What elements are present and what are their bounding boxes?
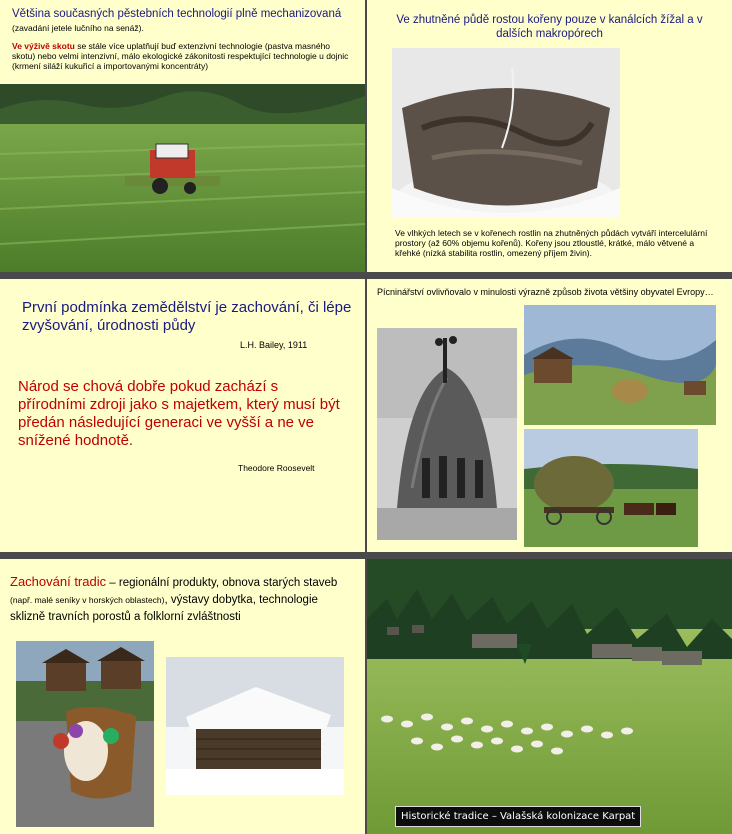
snowy-hut-photo [166, 657, 344, 795]
mechanization-subheading: (zavadání jetele lučního na senáž). [12, 23, 144, 33]
hay-cart-oxen-photo [524, 429, 698, 547]
traditions-text-part2: , výstavy dobytka, technologie sklizně travních porostů a folklorní zvláštnosti [10, 593, 318, 623]
bailey-quote: První podmínka zemědělství je zachování, či lépe zvyšování, úrodnosti půdy [22, 299, 352, 334]
panel-forage-history [367, 279, 732, 552]
traditions-title: Zachování tradic [10, 574, 107, 589]
panel-quotes [0, 279, 365, 552]
tractor-field-photo [0, 84, 365, 272]
forage-history-text: Pícninářství ovlivňovalo v minulosti výrazně způsob života většiny obyvatel Evropy… [377, 287, 714, 297]
cattle-nutrition-highlight: Ve výživě skotu [12, 41, 75, 51]
bailey-author: L.H. Bailey, 1911 [240, 340, 308, 350]
cattle-nutrition-body: se stále více uplatňují buď extenzivní technologie (pastva masného skotu) nebo velmi intenzivní, málo ekologické zákonitosti respektující technologie u dojnic (krmení siláží kukuřicí a importovanými koncentráty) [12, 41, 349, 72]
panel-compacted-soil [367, 0, 732, 272]
traditions-text-part1: – regionální produkty, obnova starých staveb [106, 577, 338, 589]
cattle-nutrition-text [12, 41, 352, 72]
roosevelt-author: Theodore Roosevelt [238, 463, 315, 473]
panel-mechanization [0, 0, 365, 272]
mechanization-heading: Většina současných pěstebních technologií plně mechanizovaná [12, 8, 342, 20]
valachian-caption: Historické tradice – Valašská kolonizace Karpat [395, 806, 641, 827]
roosevelt-quote: Národ se chová dobře pokud zachází s přírodními zdroji jako s majetkem, který musí být předán následující generaci ve vyšší a ne ve snížené hodnotě. [18, 378, 340, 449]
haystack-bw-photo [377, 328, 517, 540]
traditions-small-note: (např. malé seníky v horských oblastech) [10, 594, 165, 605]
compacted-soil-body: Ve vlhkých letech se v kořenech rostlin na zhutněných půdách vytváří intercelulární prostory (až 60% objemu kořenů). Kořeny jsou ztloustlé, krátké, málo větvené a křehké (nízká stabilita rostlin, omezený příjem živin). [395, 228, 708, 259]
traditions-text [10, 573, 350, 625]
mountain-pasture-sheep-photo [367, 559, 732, 834]
panel-valachian-colonization [367, 559, 732, 834]
hay-wagon-hills-photo [524, 305, 716, 425]
compacted-soil-heading: Ve zhutněné půdě rostou kořeny pouze v kanálcích žížal a v dalších makropórech [396, 14, 703, 40]
soil-sample-photo [392, 48, 620, 218]
panel-traditions [0, 559, 365, 834]
decorated-cow-photo [16, 641, 154, 827]
